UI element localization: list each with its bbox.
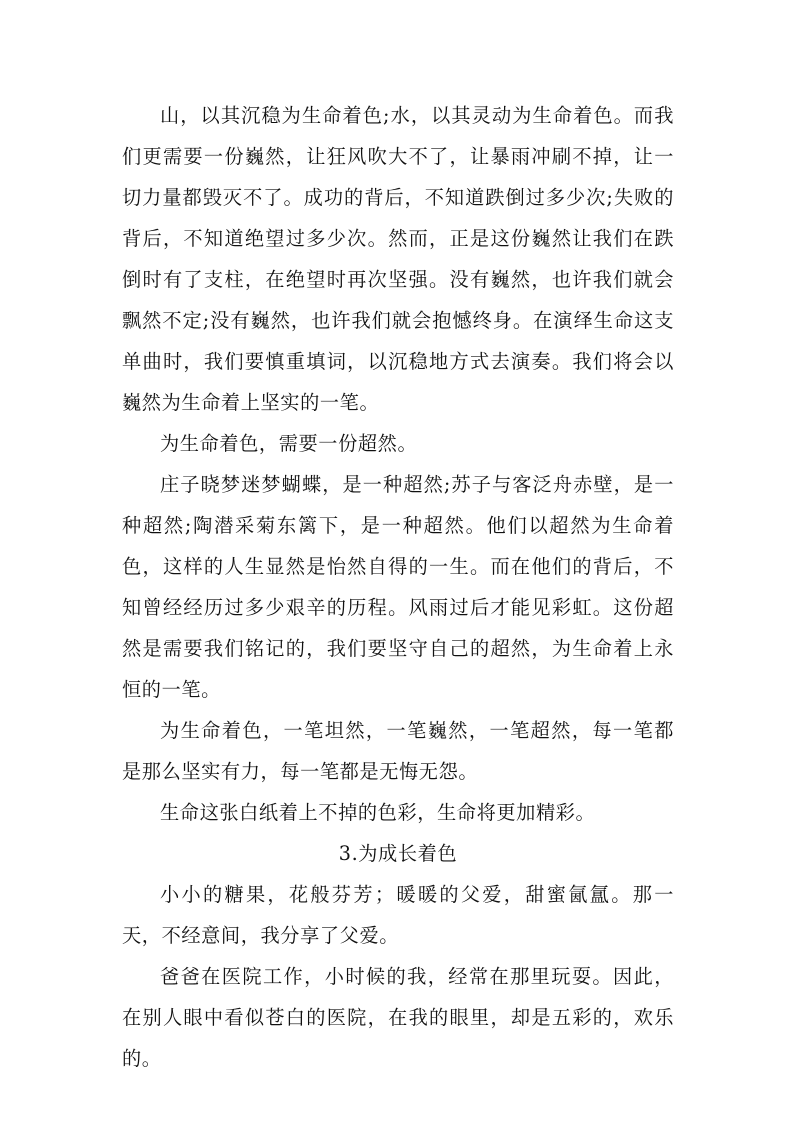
paragraph-hospital: 爸爸在医院工作，小时候的我，经常在那里玩耍。因此，在别人眼中看似苍白的医院，在我的眼里，却是五彩的，欢乐的。: [122, 965, 674, 1070]
paragraph-white-paper: 生命这张白纸着上不掉的色彩，生命将更加精彩。: [160, 801, 596, 824]
paragraph-zhuangzi: 庄子晓梦迷梦蝴蝶，是一种超然;苏子与客泛舟赤壁，是一种超然;陶潜采菊东篱下，是一种超然。他们以超然为生命着色，这样的人生显然是怡然自得的一生。而在他们的背后，不知曾经经历过多少艰辛的历程。风雨过后才能见彩虹。这份超然是需要我们铭记的，我们要坚守自己的超然，为生命着上永恒的一笔。: [122, 473, 674, 701]
paragraph-three-strokes: 为生命着色，一笔坦然，一笔巍然，一笔超然，每一笔都是那么坚实有力，每一笔都是无悔无怨。: [122, 719, 674, 783]
section-heading: 3.为成长着色: [338, 842, 458, 865]
paragraph-mountain-water: 山，以其沉稳为生命着色;水，以其灵动为生命着色。而我们更需要一份巍然，让狂风吹大不了，让暴雨冲刷不掉，让一切力量都毁灭不了。成功的背后，不知道跌倒过多少次;失败的背后，不知道绝望过多少次。然而，正是这份巍然让我们在跌倒时有了支柱，在绝望时再次坚强。没有巍然，也许我们就会飘然不定;没有巍然，也许我们就会抱憾终身。在演绎生命这支单曲时，我们要慎重填词，以沉稳地方式去演奏。我们将会以巍然为生命着上坚实的一笔。: [122, 104, 674, 414]
essay-body: [122, 95, 674, 1079]
paragraph-transcendence-intro: 为生命着色，需要一份超然。: [160, 432, 418, 455]
paragraph-candy: 小小的糖果，花般芬芳；暖暖的父爱，甜蜜氤氲。那一天，不经意间，我分享了父爱。: [122, 883, 674, 947]
